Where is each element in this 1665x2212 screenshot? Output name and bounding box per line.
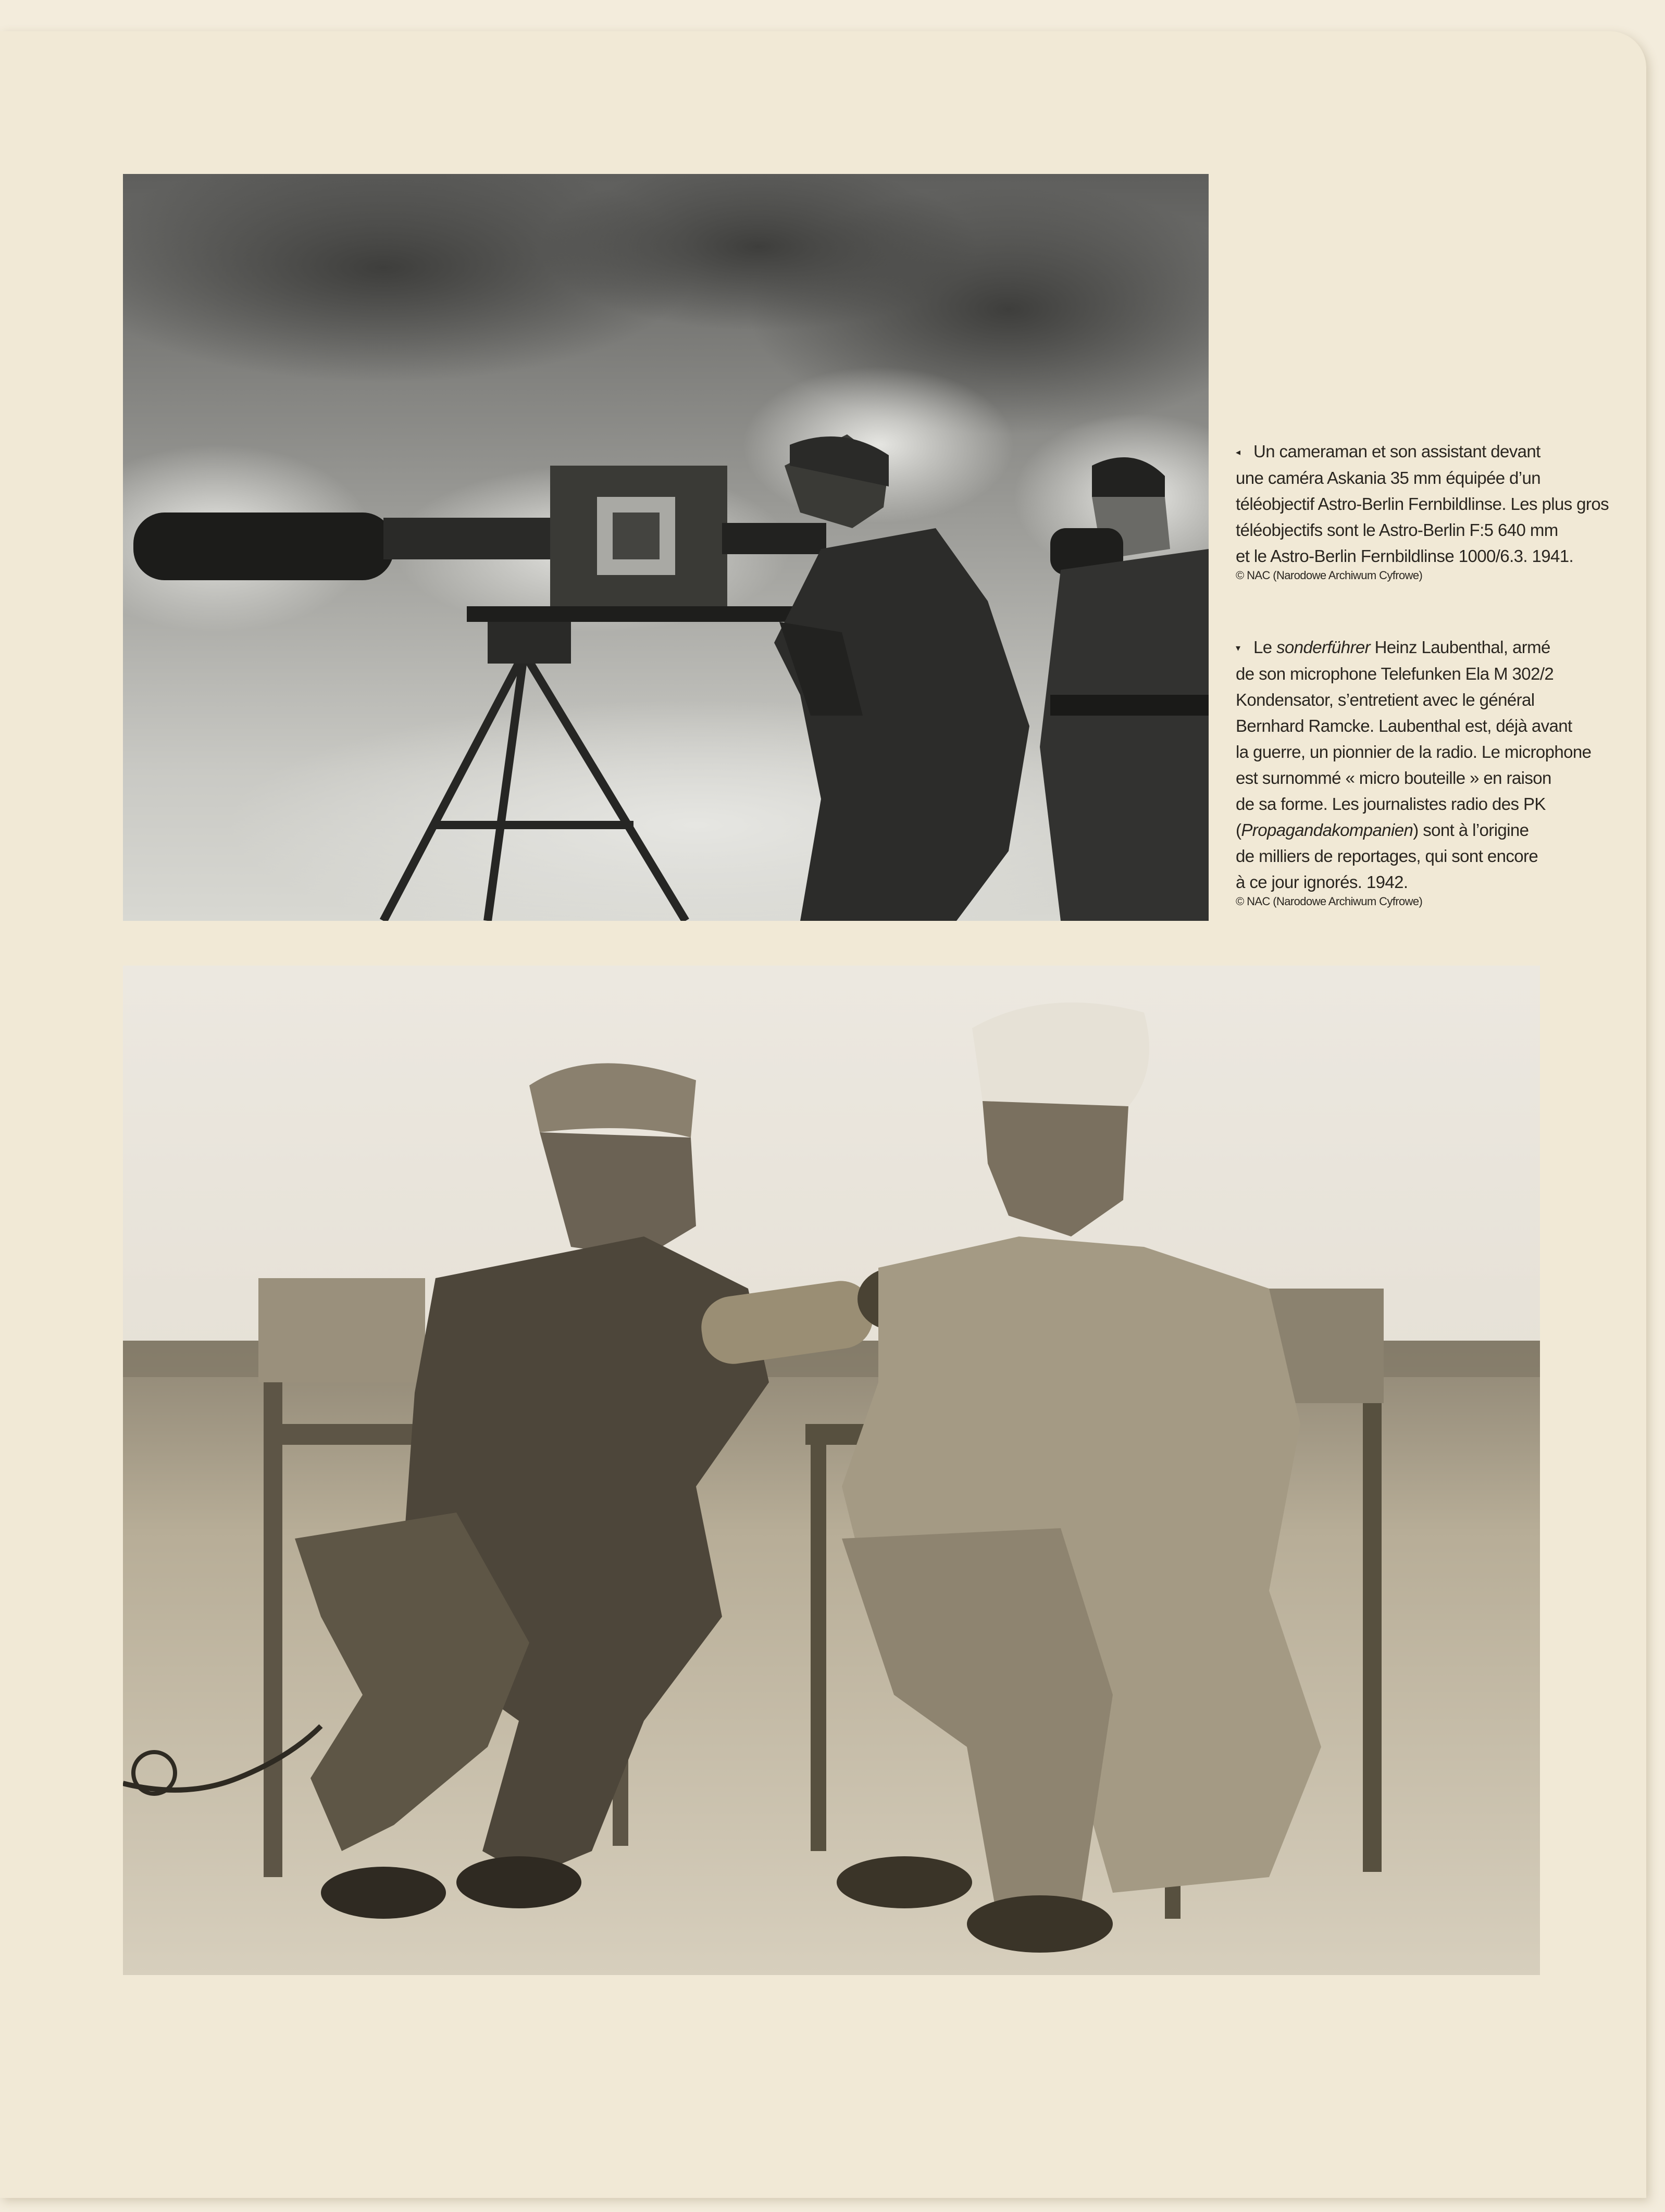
arrow-down-icon: ▾ <box>1236 643 1240 653</box>
photo-interview-image <box>123 966 1540 1975</box>
caption-1-line-4: téléobjectifs sont le Astro-Berlin F:5 640 mm <box>1236 520 1558 540</box>
caption-2-line-4: Bernhard Ramcke. Laubenthal est, déjà avant <box>1236 716 1572 735</box>
caption-2-line-10: à ce jour ignorés. 1942. <box>1236 872 1408 892</box>
caption-2-line-5: la guerre, un pionnier de la radio. Le microphone <box>1236 742 1592 761</box>
caption-1-line-2: une caméra Askania 35 mm équipée d’un <box>1236 468 1541 488</box>
photo-interview-microphone <box>123 966 1540 1975</box>
caption-2-line-1: ▾ Le sonderführer Heinz Laubenthal, armé <box>1236 634 1611 661</box>
caption-1-line-1: ◂ Un cameraman et son assistant devant <box>1236 439 1611 465</box>
caption-2-line-7: de sa forme. Les journalistes radio des PK <box>1236 794 1546 814</box>
arrow-left-icon: ◂ <box>1236 447 1240 457</box>
caption-microphone-photo <box>1236 634 1611 910</box>
photo-cameraman-image <box>123 174 1209 921</box>
caption-1-credit: © NAC (Narodowe Archiwum Cyfrowe) <box>1236 569 1423 582</box>
caption-2-credit: © NAC (Narodowe Archiwum Cyfrowe) <box>1236 895 1423 908</box>
caption-2-line-3: Kondensator, s’entretient avec le général <box>1236 690 1535 709</box>
caption-2-line-6: est surnommé « micro bouteille » en raison <box>1236 768 1551 788</box>
caption-camera-photo <box>1236 439 1611 584</box>
caption-2-line-9: de milliers de reportages, qui sont encore <box>1236 846 1538 866</box>
caption-2-line-2: de son microphone Telefunken Ela M 302/2 <box>1236 664 1554 683</box>
caption-2-line-8: (Propagandakompanien) sont à l’origine <box>1236 820 1529 840</box>
photo-cameraman-telephoto <box>123 174 1209 921</box>
caption-1-line-3: téléobjectif Astro-Berlin Fernbildlinse. Les plus gros <box>1236 494 1609 514</box>
caption-1-line-5: et le Astro-Berlin Fernbildlinse 1000/6.3. 1941. <box>1236 546 1574 566</box>
